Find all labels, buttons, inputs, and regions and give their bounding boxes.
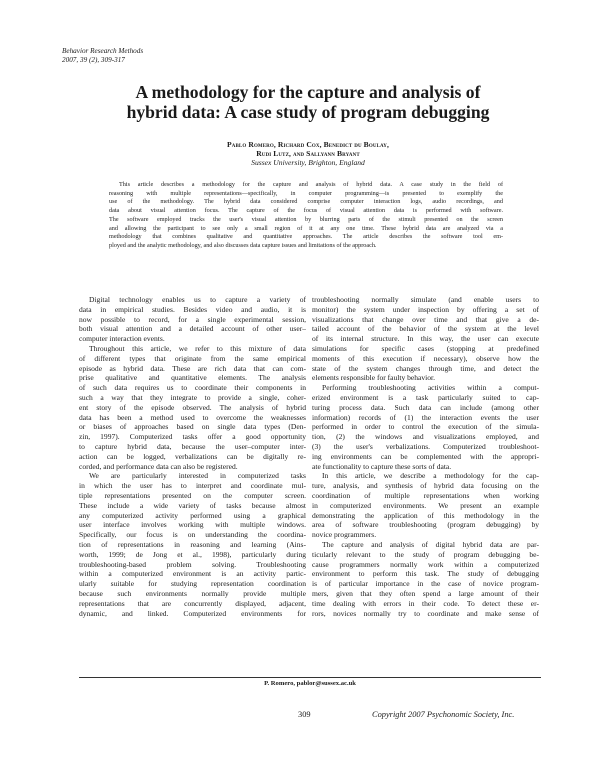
body-line: user interface involves working with multiple windows.: [79, 520, 306, 530]
title-line-1: A methodology for the capture and analysis of: [135, 82, 481, 102]
body-line: data has been a method used to overcome the weaknesses: [79, 412, 306, 422]
abstract: [109, 181, 503, 251]
body-line: ularly suitable for studying representation coordination: [79, 579, 306, 589]
body-line: state of the system changes through time, and detect the: [312, 363, 539, 373]
body-line: or biases of approaches based on single data types (Den-: [79, 422, 306, 432]
body-line: turing process data. Such data can include (among other: [312, 402, 539, 412]
body-line: visualizations that change over time and that give a de-: [312, 314, 539, 324]
body-line: because such environments normally provide multiple: [79, 588, 306, 598]
body-line: performed in order to control the execution of the simula-: [312, 422, 539, 432]
body-line: rors, novices normally try to coordinate and make sense of: [312, 608, 539, 618]
body-line: any computerized activity performed using a graphical: [79, 510, 306, 520]
abstract-line: data about visual attention focus. The capture of the focus of visual attention data is performed with software.: [109, 207, 503, 215]
body-line: (3) the user's verbalizations. Computerized troubleshoot-: [312, 441, 539, 451]
body-line: simulations for specific cases (stopping at predefined: [312, 343, 539, 353]
journal-citation: [62, 47, 143, 65]
body-line: action can be logged, verbalizations can be digitally re-: [79, 451, 306, 461]
body-line: Digital technology enables us to capture a variety of: [89, 295, 306, 304]
body-line: Throughout this article, we refer to this mixture of data: [89, 343, 306, 353]
abstract-line: use of the methodology. The hybrid data considered comprise computer interaction logs, audio recordings, and: [109, 198, 503, 206]
body-line: time dealing with errors in their code. To detect these er-: [312, 598, 539, 608]
abstract-line: This article describes a methodology for the capture and analysis of hybrid data. A case study in the field of: [119, 181, 503, 188]
author-line-1: Pablo Romero, Richard Cox, Benedict du Boulay,: [227, 140, 389, 149]
body-line: both visual attention and a detailed account of other user–: [79, 324, 306, 334]
journal-volume: 2007, 39 (2), 309-317: [62, 56, 125, 64]
body-line: mers, given that they often spend a large amount of their: [312, 588, 539, 598]
body-line: ticularly relevant to the study of program debugging be-: [312, 549, 539, 559]
page-number: 309: [298, 710, 311, 719]
body-line: in computerized environments. We present an example: [312, 500, 539, 510]
body-line: information) records of (1) the interaction events the user: [312, 412, 539, 422]
correspondence-email: P. Romero, pablor@sussex.ac.uk: [264, 680, 356, 687]
body-column-left: [79, 295, 306, 618]
body-line: elements responsible for faulty behavior.: [312, 373, 436, 383]
body-line: These include a wide variety of tasks because almost: [79, 500, 306, 510]
author-line-2: Rudi Lutz, and Sallyann Bryant: [256, 149, 360, 159]
body-line: monitor) the system under inspection by offering a set of: [312, 304, 539, 314]
body-line: now possible to record, for a single experimental session,: [79, 314, 306, 324]
abstract-line: reasoning with multiple representations—specifically, in computer programming—is presented to exemplify the: [109, 189, 503, 197]
body-line: to capture hybrid data, because the user–computer inter-: [79, 441, 306, 451]
abstract-line: ployed and the analytic methodology, and also discusses data capture issues and limitations of the approach.: [109, 241, 377, 249]
body-line: in which the user has to interpret and coordinate mul-: [79, 481, 306, 491]
body-line: Performing troubleshooting activities within a comput-: [322, 383, 539, 393]
body-line: such a way that they integrate to provide a single, coher-: [79, 392, 306, 402]
body-line: erized environment is a task particularly suited to cap-: [312, 392, 539, 402]
body-line: of its internal structure. In this way, the user can execute: [312, 334, 539, 344]
body-line: data in empirical studies. Besides video and audio, it is: [79, 304, 306, 314]
body-line: dynamic, and linked. Computerized environments for: [79, 608, 306, 618]
body-line: The capture and analysis of digital hybrid data are par-: [322, 539, 539, 549]
body-line: troubleshooting-based problem solving. Troubleshooting: [79, 559, 306, 569]
body-line: zin, 1997). Computerized tasks offer a good opportunity: [79, 432, 306, 442]
body-line: environment to perform this task. The study of debugging: [312, 569, 539, 579]
abstract-line: and allowing the participant to see only a small region of it at any one time. These hybrid data are analyzed via a: [109, 224, 503, 232]
body-line: of different types that originate from the same empirical: [79, 353, 306, 363]
body-line: of such data requires us to coordinate their components in: [79, 383, 306, 393]
body-line: demonstrating the application of this methodology in the: [312, 510, 539, 520]
body-line: within a computerized environment is an activity partic-: [79, 569, 306, 579]
body-line: computer interaction events.: [79, 334, 165, 344]
body-line: novice programmers.: [312, 530, 377, 540]
body-line: ent story of the episode observed. The analysis of hybrid: [79, 402, 306, 412]
body-line: ture, analysis, and synthesis of hybrid data focusing on the: [312, 481, 539, 491]
journal-name: Behavior Research Methods: [62, 47, 144, 55]
body-line: In this article, we describe a methodology for the cap-: [322, 471, 539, 481]
body-line: coordination of multiple representations when working: [312, 490, 539, 500]
author-block: [70, 140, 546, 168]
body-line: representations that are concurrently displayed, adjacent,: [79, 598, 306, 608]
body-line: ate functionality to capture these sorts of data.: [312, 461, 452, 471]
body-line: tion, (2) the windows and visualizations employed, and: [312, 432, 539, 442]
body-line: troubleshooting normally simulate (and enable users to: [312, 295, 539, 304]
body-line: cause programmers normally work within a computerized: [312, 559, 539, 569]
body-line: tion of representations in reasoning and learning (Ains-: [79, 539, 306, 549]
body-line: tailed account of the behavior of the system at the level: [312, 324, 539, 334]
body-column-right: [312, 295, 539, 618]
body-line: worth, 1999; de Jong et al., 1998), particularly during: [79, 549, 306, 559]
body-line: Specifically, our focus is on understanding the coordina-: [79, 530, 306, 540]
body-line: moments of this execution if necessary), observe how the: [312, 353, 539, 363]
copyright-notice: Copyright 2007 Psychonomic Society, Inc.: [372, 710, 515, 719]
body-line: prise qualitative and quantitative elements. The analysis: [79, 373, 306, 383]
title-line-2: hybrid data: A case study of program debugging: [126, 102, 490, 122]
body-line: episode as hybrid data. These are rich data that can com-: [79, 363, 306, 373]
affiliation: Sussex University, Brighton, England: [251, 158, 365, 168]
body-line: ing environments can be complemented with the appropri-: [312, 451, 539, 461]
body-line: area of software troubleshooting (program debugging) by: [312, 520, 539, 530]
body-line: We are particularly interested in computerized tasks: [89, 471, 306, 481]
body-line: tiple representations presented on the computer screen.: [79, 490, 306, 500]
body-line: corded, and performance data can also be registered.: [79, 461, 238, 471]
abstract-line: The software employed tracks the user's visual attention by blurring parts of the stimuli presented on the screen: [109, 215, 503, 223]
footnote-rule: [79, 677, 541, 678]
body-line: is of particular importance in the case of novice program-: [312, 579, 539, 589]
abstract-line: methodology that combines qualitative and quantitative approaches. The article describes the software tool em-: [109, 233, 503, 241]
article-title: [70, 82, 546, 122]
